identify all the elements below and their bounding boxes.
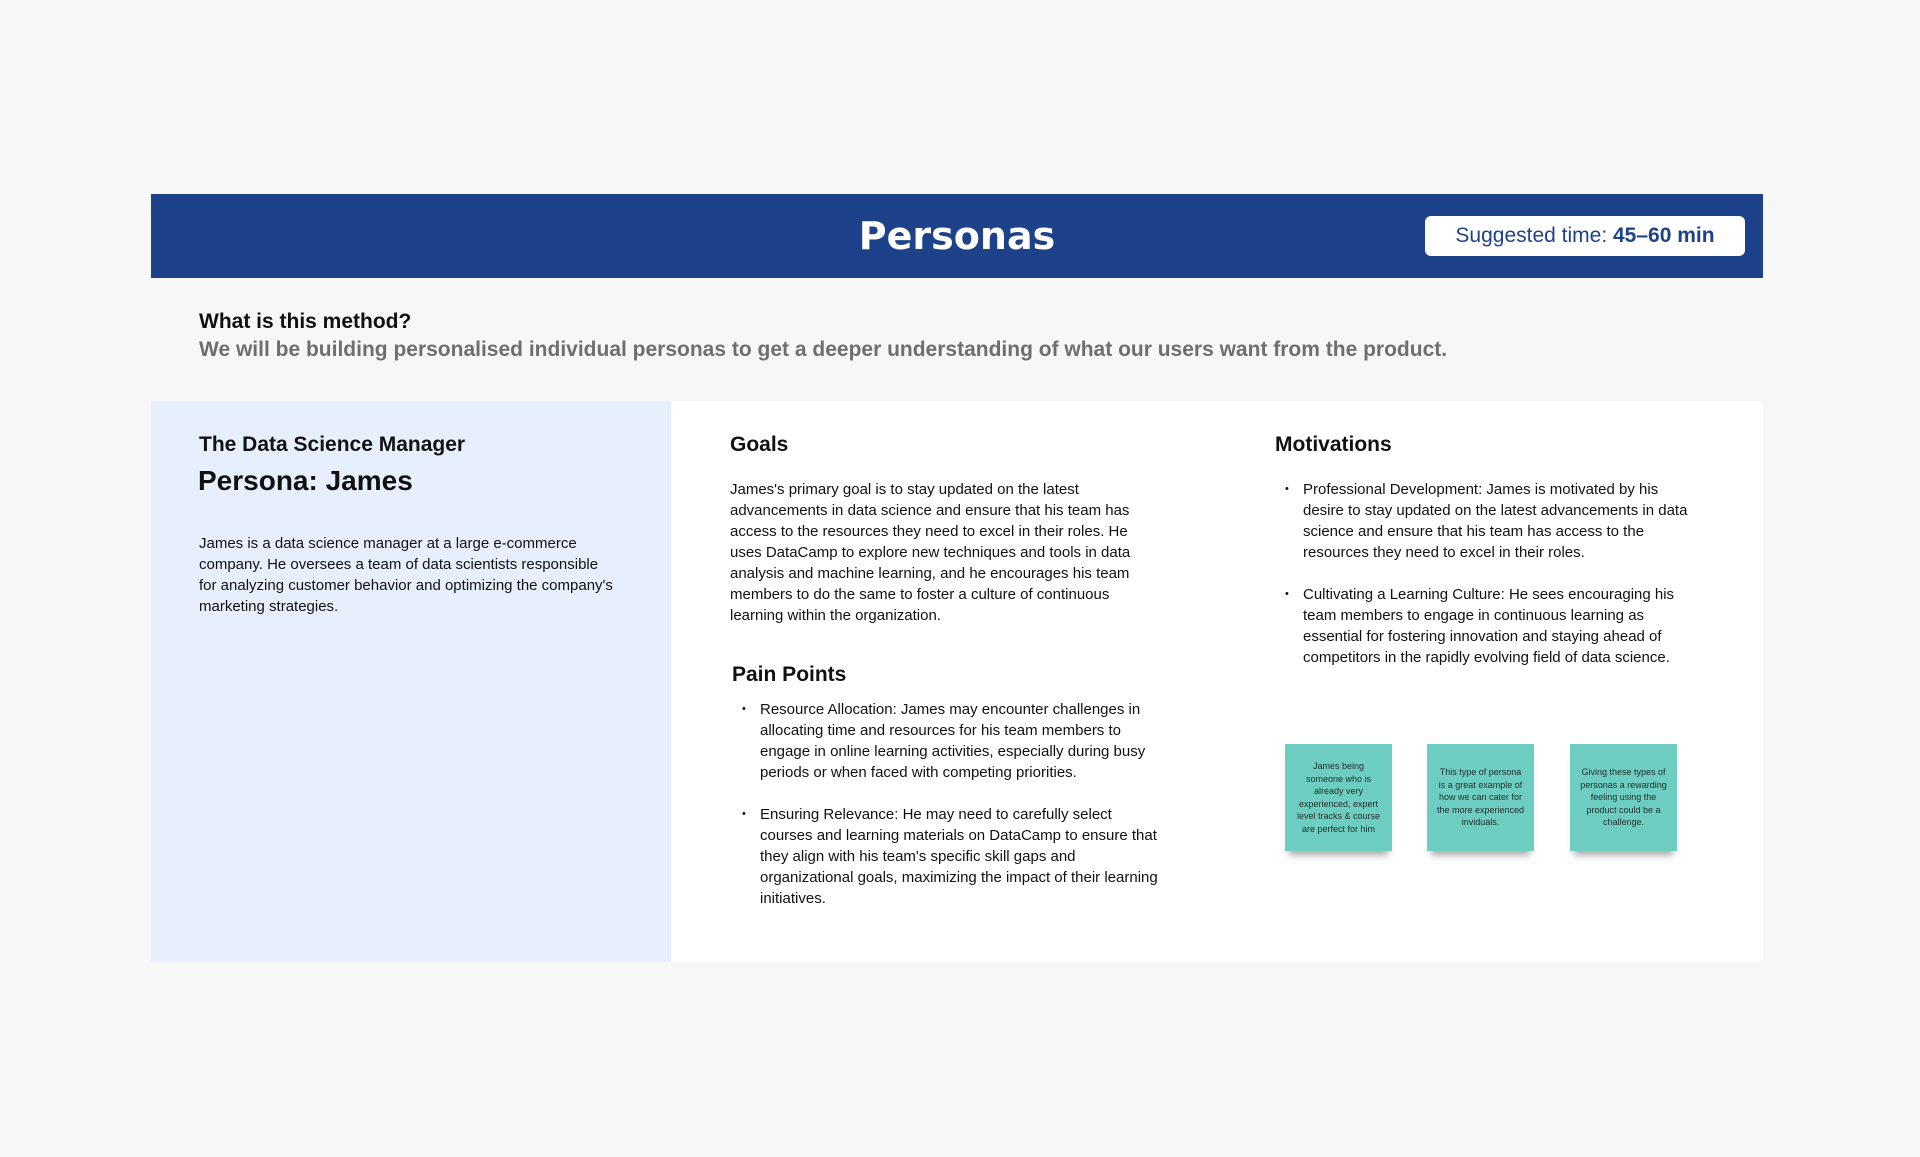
pain-points-list: [732, 699, 1168, 930]
persona-name: Persona: James: [198, 465, 413, 496]
persona-panel: [151, 401, 1763, 962]
list-item: • Cultivating a Learning Culture: He sees encouraging his team members to engage in continuous learning as essential for fostering innovation and staying ahead of competitors in the rapidly evolving field of data science.: [1303, 584, 1703, 668]
page-title: Personas: [858, 214, 1056, 258]
list-item: • Resource Allocation: James may encounter challenges in allocating time and resources for his team members to engage in online learning activities, especially during busy periods or when faced with competing priorities.: [760, 699, 1168, 783]
suggested-time-label: Suggested time:: [1455, 224, 1613, 247]
method-description: We will be building personalised individual personas to get a deeper understanding of what our users want from the product.: [199, 338, 1448, 361]
method-question: What is this method?: [199, 310, 412, 333]
sticky-note-text: This type of persona is a great example of how we can cater for the more experienced inviduals.: [1436, 767, 1525, 828]
sticky-note[interactable]: [1285, 744, 1392, 851]
motivations-list: [1275, 479, 1703, 689]
persona-role: The Data Science Manager: [199, 433, 466, 456]
pain-points-heading: Pain Points: [732, 663, 847, 686]
suggested-time-badge: [1425, 216, 1745, 256]
persona-summary: [151, 401, 671, 962]
sticky-note-text: James being someone who is already very experienced, expert level tracks & course are perfect for him: [1296, 761, 1381, 834]
sticky-note[interactable]: [1570, 744, 1677, 851]
goals-heading: Goals: [730, 433, 789, 456]
persona-description: James is a data science manager at a large e-commerce company. He oversees a team of data scientists responsible for analyzing customer behavior and optimizing the company's marketing strategies.: [199, 535, 613, 615]
list-item: • Professional Development: James is motivated by his desire to stay updated on the latest advancements in data science and ensure that his team has access to the resources they need to excel in their roles.: [1303, 479, 1703, 563]
goals-text: James's primary goal is to stay updated on the latest advancements in data science and ensure that his team has access to the resources they need to excel in their roles. He uses DataCamp to explore new techniques and tools in data analysis and machine learning, and he encourages his team members to do the same to foster a culture of continuous learning within the organization.: [730, 481, 1131, 624]
header-bar: [151, 194, 1763, 278]
suggested-time-value: 45–60 min: [1613, 224, 1715, 247]
list-item: • Ensuring Relevance: He may need to carefully select courses and learning materials on DataCamp to ensure that they align with his team's specific skill gaps and organizational goals, maximizing the impact of their learning initiatives.: [760, 804, 1168, 909]
sticky-note-text: Giving these types of personas a rewarding feeling using the product could be a challenge.: [1580, 767, 1667, 828]
sticky-note[interactable]: [1427, 744, 1534, 851]
motivations-heading: Motivations: [1275, 433, 1392, 456]
